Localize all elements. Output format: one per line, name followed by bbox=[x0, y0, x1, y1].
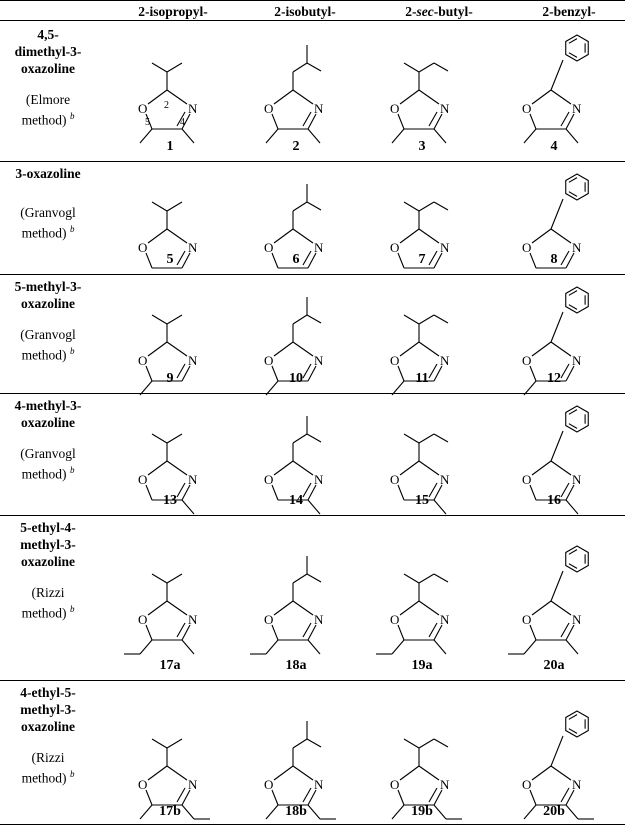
bond bbox=[274, 229, 293, 243]
bond bbox=[434, 434, 448, 442]
bond bbox=[419, 434, 434, 443]
bond bbox=[530, 790, 536, 805]
oxygen-atom: O bbox=[390, 612, 400, 627]
nitrogen-atom: N bbox=[188, 777, 198, 792]
bond bbox=[152, 434, 167, 443]
double-bond bbox=[429, 788, 437, 802]
nitrogen-atom: N bbox=[314, 777, 324, 792]
nitrogen-atom: N bbox=[572, 353, 582, 368]
oxygen-atom: O bbox=[522, 472, 532, 487]
oxygen-atom: O bbox=[264, 101, 274, 116]
oxygen-atom: O bbox=[264, 353, 274, 368]
bond bbox=[400, 766, 419, 780]
compound-number: 8 bbox=[550, 252, 558, 267]
bond bbox=[148, 342, 167, 356]
row-label-line: 3-oxazoline bbox=[15, 166, 81, 181]
footnote-marker: b bbox=[69, 224, 75, 234]
oxygen-atom: O bbox=[138, 240, 148, 255]
bond bbox=[551, 229, 571, 243]
oxazoline-structure bbox=[105, 24, 235, 154]
position-number: 2 bbox=[164, 100, 169, 111]
ethyl-bond bbox=[140, 640, 152, 654]
nitrogen-atom: N bbox=[440, 240, 450, 255]
oxygen-atom: O bbox=[522, 777, 532, 792]
footnote-marker: b bbox=[69, 346, 75, 356]
row-label-line: methyl-3- bbox=[20, 702, 76, 717]
structure-cell bbox=[357, 24, 487, 154]
bond bbox=[551, 736, 563, 766]
bond bbox=[551, 199, 563, 229]
compound-number: 18a bbox=[285, 658, 307, 673]
row-label-line: dimethyl-3- bbox=[14, 44, 82, 59]
method-label: (Granvogl bbox=[20, 205, 76, 220]
bond bbox=[400, 461, 419, 475]
bond bbox=[400, 342, 419, 356]
oxazoline-structure bbox=[231, 24, 361, 154]
footnote-marker: b bbox=[69, 604, 75, 614]
structure-cell bbox=[231, 24, 361, 154]
method-label: method) $^b$ bbox=[21, 604, 75, 621]
oxazoline-structure bbox=[489, 535, 619, 665]
method-label: (Elmore bbox=[25, 92, 71, 107]
structure-cell bbox=[105, 24, 235, 154]
oxygen-atom: O bbox=[522, 101, 532, 116]
bond bbox=[148, 766, 167, 780]
nitrogen-atom: N bbox=[440, 101, 450, 116]
compound-number: 1 bbox=[166, 139, 174, 154]
bond bbox=[146, 790, 152, 805]
row-label bbox=[0, 684, 96, 787]
compound-number: 5 bbox=[166, 252, 174, 267]
row-label-line: methyl-3- bbox=[20, 537, 76, 552]
table-rule bbox=[0, 0, 625, 1]
bond bbox=[400, 601, 419, 615]
double-bond bbox=[177, 788, 185, 802]
bond bbox=[434, 202, 448, 210]
bond bbox=[419, 202, 434, 211]
bond bbox=[152, 739, 167, 748]
double-bond bbox=[561, 623, 569, 637]
compound-number: 6 bbox=[292, 252, 300, 267]
oxygen-atom: O bbox=[138, 353, 148, 368]
nitrogen-atom: N bbox=[314, 353, 324, 368]
bond bbox=[167, 315, 182, 324]
nitrogen-atom: N bbox=[314, 240, 324, 255]
bond bbox=[434, 315, 448, 323]
bond bbox=[307, 202, 321, 210]
row-label bbox=[0, 397, 96, 483]
nitrogen-atom: N bbox=[188, 240, 198, 255]
bond bbox=[167, 574, 182, 583]
bond bbox=[551, 312, 563, 342]
oxygen-atom: O bbox=[390, 101, 400, 116]
compound-number: 12 bbox=[547, 371, 561, 386]
compound-number: 17a bbox=[159, 658, 181, 673]
method-label: method) $^b$ bbox=[21, 769, 75, 786]
position-number: 5 bbox=[145, 117, 150, 128]
bond bbox=[532, 461, 551, 475]
bond bbox=[293, 315, 307, 324]
bond bbox=[419, 342, 439, 356]
bond bbox=[434, 63, 448, 71]
bond bbox=[274, 90, 293, 104]
row-label-line: 5-methyl-3- bbox=[14, 279, 82, 294]
bond bbox=[152, 574, 167, 583]
bond bbox=[551, 431, 563, 461]
row-label bbox=[0, 278, 96, 364]
method-label: method) $^b$ bbox=[21, 224, 75, 241]
table-rule bbox=[0, 680, 625, 681]
bond bbox=[419, 739, 434, 748]
row-label-line: oxazoline bbox=[21, 719, 75, 734]
bond bbox=[293, 461, 313, 475]
methyl-bond bbox=[566, 640, 578, 654]
method-label: method) $^b$ bbox=[21, 346, 75, 363]
nitrogen-atom: N bbox=[440, 353, 450, 368]
compound-number: 18b bbox=[285, 804, 307, 819]
compound-number: 17b bbox=[159, 804, 181, 819]
bond bbox=[148, 229, 167, 243]
bond bbox=[419, 766, 439, 780]
bond bbox=[148, 461, 167, 475]
bond bbox=[293, 766, 313, 780]
compound-number: 9 bbox=[166, 371, 174, 386]
structure-cell bbox=[357, 163, 487, 293]
oxygen-atom: O bbox=[390, 472, 400, 487]
footnote-marker: b bbox=[69, 465, 75, 475]
bond bbox=[293, 601, 313, 615]
column-header-isobutyl: 2-isobutyl- bbox=[274, 4, 336, 19]
bond bbox=[398, 625, 404, 640]
bond bbox=[532, 766, 551, 780]
oxygen-atom: O bbox=[138, 101, 148, 116]
bond bbox=[293, 342, 313, 356]
bond bbox=[532, 342, 551, 356]
structure-cell bbox=[489, 163, 619, 293]
bond bbox=[419, 601, 439, 615]
nitrogen-atom: N bbox=[188, 472, 198, 487]
method-label: method) $^b$ bbox=[21, 465, 75, 482]
bond bbox=[167, 739, 182, 748]
double-bond bbox=[303, 788, 311, 802]
method-label: (Granvogl bbox=[20, 327, 76, 342]
bond bbox=[293, 434, 307, 443]
bond bbox=[419, 63, 434, 72]
bond bbox=[307, 63, 321, 71]
compound-number: 2 bbox=[292, 139, 300, 154]
nitrogen-atom: N bbox=[440, 777, 450, 792]
table-rule bbox=[0, 161, 625, 162]
bond bbox=[419, 461, 439, 475]
bond bbox=[274, 461, 293, 475]
bond bbox=[530, 625, 536, 640]
bond bbox=[530, 114, 536, 129]
bond bbox=[148, 601, 167, 615]
compound-number: 19b bbox=[411, 804, 433, 819]
footnote-marker: b bbox=[69, 769, 75, 779]
oxazoline-structure bbox=[489, 163, 619, 293]
oxazoline-structure bbox=[231, 535, 361, 665]
bond bbox=[167, 461, 187, 475]
bond bbox=[551, 60, 563, 90]
oxygen-atom: O bbox=[138, 612, 148, 627]
double-bond bbox=[561, 788, 569, 802]
row-label-line: 5-ethyl-4- bbox=[20, 520, 76, 535]
bond bbox=[167, 434, 182, 443]
row-label bbox=[0, 519, 96, 622]
oxazoline-structure bbox=[231, 163, 361, 293]
oxazoline-structure bbox=[105, 163, 235, 293]
row-label-line: oxazoline bbox=[21, 61, 75, 76]
column-header-isopropyl: 2-isopropyl- bbox=[138, 4, 208, 19]
bond bbox=[307, 739, 321, 747]
method-label: method) $^b$ bbox=[21, 111, 75, 128]
double-bond bbox=[429, 112, 437, 126]
oxygen-atom: O bbox=[522, 353, 532, 368]
method-label: (Rizzi bbox=[31, 750, 65, 765]
oxygen-atom: O bbox=[390, 240, 400, 255]
nitrogen-atom: N bbox=[572, 101, 582, 116]
oxygen-atom: O bbox=[264, 777, 274, 792]
column-header-benzyl: 2-benzyl- bbox=[542, 4, 596, 19]
column-header-sec-butyl: 2-sec-butyl- bbox=[405, 4, 473, 19]
double-bond bbox=[303, 112, 311, 126]
bond bbox=[152, 202, 167, 211]
bond bbox=[152, 315, 167, 324]
bond bbox=[307, 434, 321, 442]
compound-number: 14 bbox=[289, 493, 303, 508]
method-label: (Granvogl bbox=[20, 446, 76, 461]
nitrogen-atom: N bbox=[572, 472, 582, 487]
nitrogen-atom: N bbox=[188, 101, 198, 116]
bond bbox=[272, 114, 278, 129]
double-bond bbox=[429, 623, 437, 637]
methyl-bond bbox=[182, 640, 194, 654]
oxygen-atom: O bbox=[264, 472, 274, 487]
bond bbox=[274, 766, 293, 780]
oxygen-atom: O bbox=[138, 472, 148, 487]
ethyl-bond bbox=[392, 640, 404, 654]
position-number: 4 bbox=[180, 117, 185, 128]
nitrogen-atom: N bbox=[572, 612, 582, 627]
row-label-line: oxazoline bbox=[21, 296, 75, 311]
bond bbox=[398, 790, 404, 805]
bond bbox=[167, 342, 187, 356]
structure-cell bbox=[105, 163, 235, 293]
bond bbox=[293, 202, 307, 211]
bond bbox=[400, 90, 419, 104]
nitrogen-atom: N bbox=[188, 353, 198, 368]
compound-number: 11 bbox=[415, 371, 429, 386]
nitrogen-atom: N bbox=[572, 240, 582, 255]
structure-cell bbox=[489, 535, 619, 665]
bond bbox=[293, 574, 307, 583]
bond bbox=[434, 739, 448, 747]
bond bbox=[274, 342, 293, 356]
row-label bbox=[0, 26, 96, 129]
oxygen-atom: O bbox=[390, 777, 400, 792]
bond bbox=[551, 571, 563, 601]
bond bbox=[419, 315, 434, 324]
row-label-line: oxazoline bbox=[21, 554, 75, 569]
oxygen-atom: O bbox=[522, 612, 532, 627]
methyl-bond bbox=[308, 640, 320, 654]
bond bbox=[551, 342, 571, 356]
oxygen-atom: O bbox=[264, 612, 274, 627]
bond bbox=[551, 766, 571, 780]
structure-cell bbox=[231, 163, 361, 293]
bond bbox=[551, 461, 571, 475]
ethyl-bond bbox=[524, 640, 536, 654]
oxygen-atom: O bbox=[264, 240, 274, 255]
table-rule bbox=[0, 20, 625, 21]
structure-cell bbox=[489, 24, 619, 154]
nitrogen-atom: N bbox=[314, 101, 324, 116]
compound-number: 20b bbox=[543, 804, 565, 819]
bond bbox=[307, 315, 321, 323]
nitrogen-atom: N bbox=[314, 472, 324, 487]
structure-cell bbox=[231, 535, 361, 665]
compound-number: 19a bbox=[411, 658, 433, 673]
structure-cell bbox=[105, 535, 235, 665]
footnote-marker: b bbox=[69, 111, 75, 121]
bond bbox=[419, 229, 439, 243]
bond bbox=[167, 766, 187, 780]
oxazoline-structure bbox=[357, 163, 487, 293]
oxazoline-structure bbox=[105, 535, 235, 665]
oxygen-atom: O bbox=[138, 777, 148, 792]
bond bbox=[400, 229, 419, 243]
row-label bbox=[0, 165, 96, 242]
bond bbox=[293, 229, 313, 243]
bond bbox=[293, 90, 313, 104]
bond bbox=[419, 574, 434, 583]
row-label-line: 4-ethyl-5- bbox=[20, 685, 76, 700]
bond bbox=[404, 739, 419, 748]
bond bbox=[152, 63, 167, 72]
double-bond bbox=[303, 623, 311, 637]
double-bond bbox=[177, 623, 185, 637]
bond bbox=[293, 63, 307, 72]
bond bbox=[293, 739, 307, 748]
oxazoline-structure bbox=[357, 24, 487, 154]
bond bbox=[274, 601, 293, 615]
bond bbox=[272, 625, 278, 640]
compound-number: 3 bbox=[418, 139, 426, 154]
bond bbox=[398, 114, 404, 129]
bond bbox=[307, 574, 321, 582]
bond bbox=[551, 601, 571, 615]
compound-number: 13 bbox=[163, 493, 177, 508]
oxygen-atom: O bbox=[522, 240, 532, 255]
oxazoline-structure bbox=[489, 24, 619, 154]
bond bbox=[404, 574, 419, 583]
bond bbox=[167, 90, 187, 104]
bond bbox=[532, 229, 551, 243]
bond bbox=[404, 315, 419, 324]
nitrogen-atom: N bbox=[188, 612, 198, 627]
row-label-line: oxazoline bbox=[21, 415, 75, 430]
oxazoline-structure bbox=[357, 535, 487, 665]
compound-number: 10 bbox=[289, 371, 303, 386]
compound-number: 4 bbox=[550, 139, 558, 154]
method-label: (Rizzi bbox=[31, 585, 65, 600]
bond bbox=[146, 625, 152, 640]
bond bbox=[532, 90, 551, 104]
nitrogen-atom: N bbox=[440, 472, 450, 487]
compound-number: 15 bbox=[415, 493, 429, 508]
bond bbox=[404, 434, 419, 443]
nitrogen-atom: N bbox=[314, 612, 324, 627]
methyl-bond bbox=[434, 640, 446, 654]
oxygen-atom: O bbox=[390, 353, 400, 368]
bond bbox=[167, 229, 187, 243]
nitrogen-atom: N bbox=[440, 612, 450, 627]
bond bbox=[434, 574, 448, 582]
bond bbox=[167, 601, 187, 615]
nitrogen-atom: N bbox=[572, 777, 582, 792]
bond bbox=[532, 601, 551, 615]
double-bond bbox=[561, 112, 569, 126]
compound-number: 7 bbox=[418, 252, 426, 267]
bond bbox=[404, 202, 419, 211]
bond bbox=[551, 90, 571, 104]
bond bbox=[167, 63, 182, 72]
bond bbox=[419, 90, 439, 104]
compound-number: 20a bbox=[543, 658, 565, 673]
bond bbox=[272, 790, 278, 805]
row-label-line: 4-methyl-3- bbox=[14, 398, 82, 413]
ethyl-bond bbox=[266, 640, 278, 654]
compound-number: 16 bbox=[547, 493, 561, 508]
bond bbox=[167, 202, 182, 211]
structure-cell bbox=[357, 535, 487, 665]
row-label-line: 4,5- bbox=[37, 27, 59, 42]
bond bbox=[404, 63, 419, 72]
